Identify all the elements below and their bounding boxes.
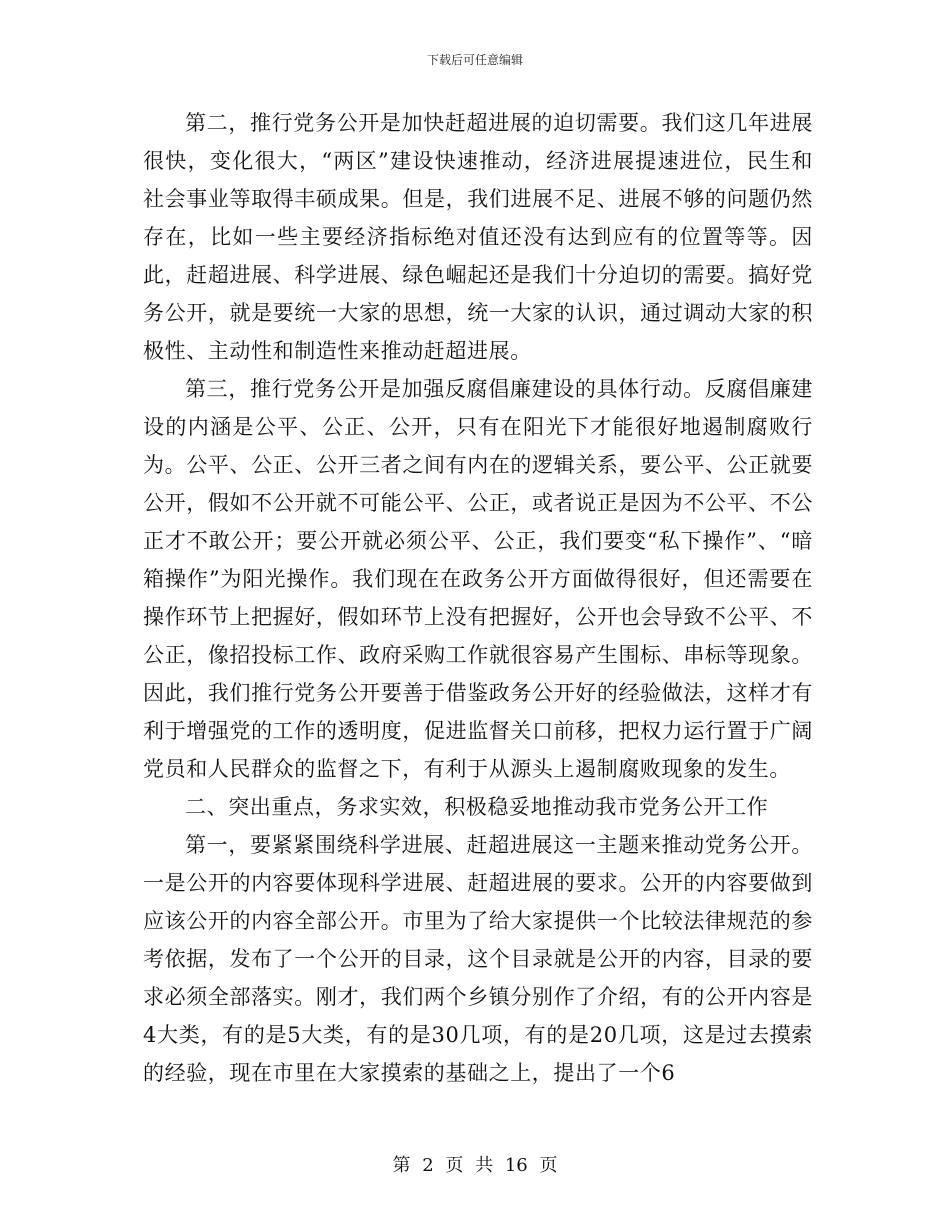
page-header-note: 下载后可任意编辑 xyxy=(426,53,523,67)
document-body xyxy=(143,104,813,1092)
page-number-footer: 第 2 页 共 16 页 xyxy=(392,1155,558,1176)
paragraph-first-point: 第一，要紧紧围绕科学进展、赶超进展这一主题来推动党务公开。一是公开的内容要体现科学进展、赶超进展的要求。公开的内容要做到应该公开的内容全部公开。市里为了给大家提供一个比较法律规范的参考依据，发布了一个公开的目录，这个目录就是公开的内容，目录的要求必须全部落实。刚才，我们两个乡镇分别作了介绍，有的公开内容是4大类，有的是5大类，有的是30几项，有的是20几项，这是过去摸索的经验，现在市里在大家摸索的基础之上，提出了一个6 xyxy=(143,833,813,1085)
paragraph-second-point: 第二，推行党务公开是加快赶超进展的迫切需要。我们这几年进展很快，变化很大，“两区”建设快速推动，经济进展提速进位，民生和社会事业等取得丰硕成果。但是，我们进展不足、进展不够的问题仍然存在，比如一些主要经济指标绝对值还没有达到应有的位置等等。因此，赶超进展、科学进展、绿色崛起还是我们十分迫切的需要。搞好党务公开，就是要统一大家的思想，统一大家的认识，通过调动大家的积极性、主动性和制造性来推动赶超进展。 xyxy=(143,111,813,363)
paragraph-third-point: 第三，推行党务公开是加强反腐倡廉建设的具体行动。反腐倡廉建设的内涵是公平、公正、公开，只有在阳光下才能很好地遏制腐败行为。公平、公正、公开三者之间有内在的逻辑关系，要公平、公正就要公开，假如不公开就不可能公平、公正，或者说正是因为不公平、不公正才不敢公开；要公开就必须公平、公正，我们要变“私下操作”、“暗箱操作”为阳光操作。我们现在在政务公开方面做得很好，但还需要在操作环节上把握好，假如环节上没有把握好，公开也会导致不公平、不公正，像招投标工作、政府采购工作就很容易产生围标、串标等现象。因此，我们推行党务公开要善于借鉴政务公开好的经验做法，这样才有利于增强党的工作的透明度，促进监督关口前移，把权力运行置于广阔党员和人民群众的监督之下，有利于从源头上遏制腐败现象的发生。 xyxy=(143,377,813,781)
section-heading-two: 二、突出重点，务求实效，积极稳妥地推动我市党务公开工作 xyxy=(185,795,769,819)
